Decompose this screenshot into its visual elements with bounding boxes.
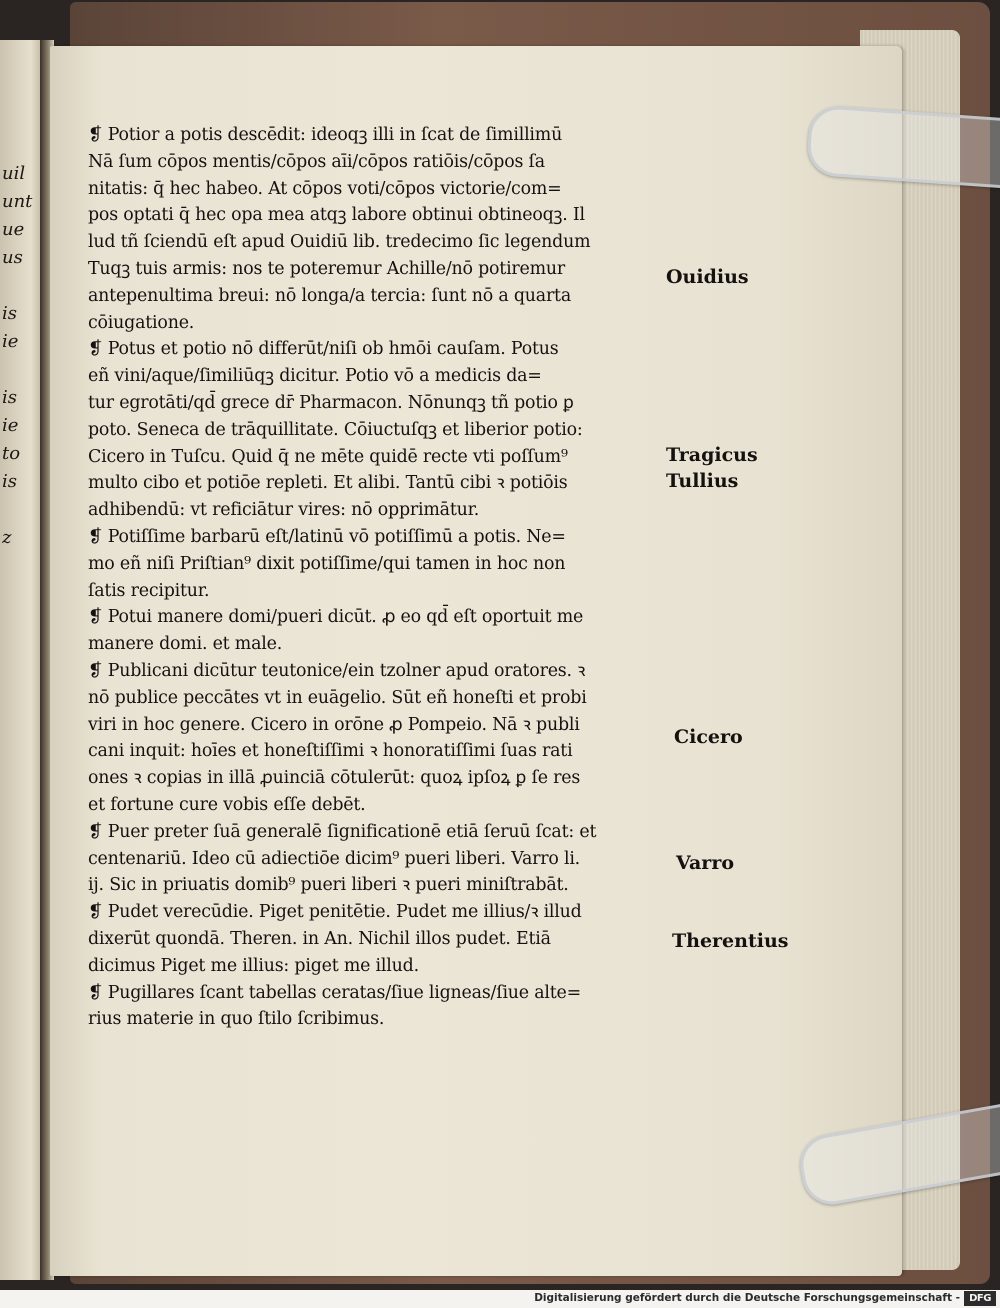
text-line: ❡ Puer preter ſuā generalē ſignificationē etiā ſeruū ſcat: et [88,821,597,842]
text-line: ❡ Potus et potio nō differūt/niſi ob hmōi cauſam. Potus [88,339,559,360]
text-line: manere domi. et male. [88,634,283,655]
text-line: viri in hoc genere. Cicero in orōne ꝓ Pompeio. Nā ꝛ publi [88,714,580,735]
text-line: poto. Seneca de trāquillitate. Cōiuctuſqꝫ et liberior potio: [88,419,583,440]
text-line: ❡ Pugillares ſcant tabellas ceratas/ſiue ligneas/ſiue alte= [88,982,582,1003]
text-line: nitatis: q̄ hec habeo. At cōpos voti/cōpos victorie/com= [88,178,562,199]
text-line: ❡ Potui manere domi/pueri dicūt. ꝓ eo qd̄ eſt oportuit me [88,607,584,628]
text-line: rius materie in quo ſtilo ſcribimus. [88,1009,385,1030]
text-line: ❡ Potior a potis descēdit: ideoqꝫ illi in ſcat de ſimillimū [88,125,563,145]
text-line: centenariū. Ideo cū adiectiōe dicim⁹ pueri liberi. Varro li. [88,848,581,869]
text-line: pos optati q̄ hec opa mea atqꝫ labore obtinui obtineoqꝫ. Il [88,205,585,226]
text-line: Cicero in Tuſcu. Quid q̄ ne mēte quidē recte vti poſſum⁹ [88,446,568,467]
margin-note-cicero: Cicero [674,726,743,748]
text-line: adhibendū: vt reficiātur vires: nō opprimātur. [88,500,480,521]
margin-note-therentius: Therentius [672,930,789,952]
text-line: eñ vini/aque/ſimiliūqꝫ dicitur. Potio vō a medicis da= [88,366,542,387]
margin-note-tragicus: Tragicus [666,444,758,466]
text-line: ❡ Publicani dicūtur teutonice/ein tzolner apud oratores. ꝛ [88,660,586,681]
left-page [0,40,44,1280]
text-line: ſatis recipitur. [88,580,210,601]
margin-note-varro: Varro [676,852,735,874]
text-line: ❡ Pudet verecūdie. Piget penitētie. Pudet me illius/ꝛ illud [88,902,582,923]
text-line: cani inquit: hoīes et honeſtiſſimi ꝛ honoratiſſimi ſuas rati [88,741,573,762]
text-line: lud tñ ſciendū eſt apud Ouidiū lib. tredecimo ſic legendum [88,232,591,253]
margin-note-tullius: Tullius [666,470,739,492]
text-line: et fortune cure vobis eſſe debēt. [88,794,366,815]
left-page-text-fragment: uil unt ue us is ie is ie to is z [2,163,33,548]
text-line: tur egrotāti/qd̄ grece dr̄ Pharmacon. Nōnunqꝫ tñ potio ꝑ [88,392,574,413]
text-line: cōiugatione. [88,312,195,333]
text-line: dixerūt quondā. Theren. in An. Nichil illos pudet. Etiā [88,928,551,949]
text-line: ij. Sic in priuatis domib⁹ pueri liberi ꝛ pueri miniſtrabāt. [88,875,569,896]
text-line: Tuqꝫ tuis armis: nos te poteremur Achille/nō potiremur [88,258,566,279]
funding-credit: Digitalisierung gefördert durch die Deutsche Forschungsgemeinschaft - [534,1292,960,1304]
text-line: ones ꝛ copias in illā ꝓuinciā cōtulerūt: quoꝝ ipſoꝝ ꝑ ſe res [88,768,581,789]
text-line: Nā ſum cōpos mentis/cōpos aīi/cōpos ratiōis/cōpos ſa [88,151,545,172]
text-line: nō publice peccātes vt in euāgelio. Sūt eñ honeſti et probi [88,687,587,708]
text-line: multo cibo et potiōe repleti. Et alibi. Tantū cibi ꝛ potiōis [88,473,568,494]
footer-bar [0,1290,1000,1308]
text-line: dicimus Piget me illius: piget me illud. [88,955,419,976]
main-text-block [88,122,668,1033]
dfg-logo: DFG [964,1291,996,1306]
text-line: antepenultima breui: nō longa/a tercia: ſunt nō a quarta [88,285,572,306]
margin-note-ouidius: Ouidius [666,266,749,288]
text-line: ❡ Potiſſime barbarū eſt/latinū vō potiſſimū a potis. Ne= [88,526,566,547]
text-line: mo eñ niſi Priſtian⁹ dixit potiſſime/qui tamen in hoc non [88,553,566,574]
